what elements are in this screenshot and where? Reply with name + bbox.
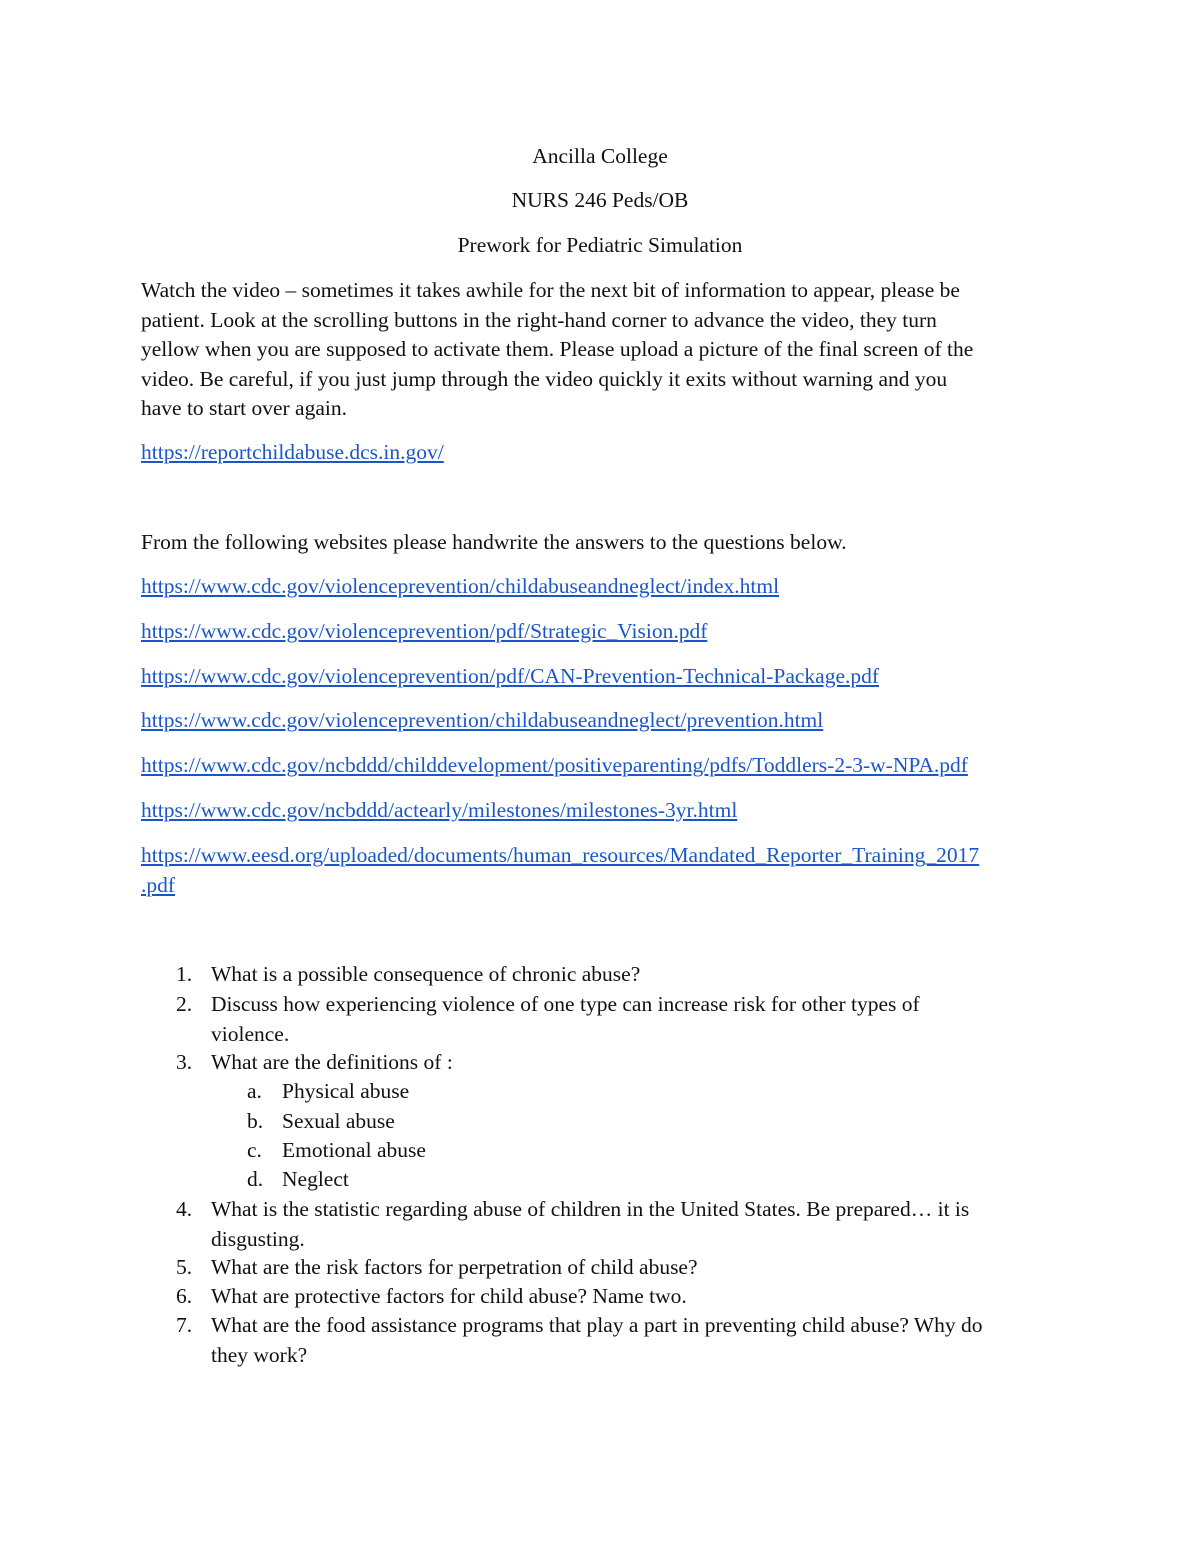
intro-paragraph	[141, 276, 1071, 424]
definition-text: Emotional abuse	[282, 1138, 426, 1162]
question-text: What are the definitions of :	[211, 1050, 453, 1074]
resource-link-line	[141, 617, 1071, 647]
question-text	[211, 990, 1071, 1049]
course-title: NURS 246 Peds/OB	[511, 188, 689, 212]
video-link[interactable]: https://reportchildabuse.dcs.in.gov/	[141, 440, 444, 464]
resource-link-line	[141, 796, 1071, 826]
resource-link-continuation[interactable]: .pdf	[141, 872, 176, 897]
question-text-line: What is the statistic regarding abuse of children in the United States. Be prepared… it is	[211, 1197, 970, 1221]
question-number: 6.	[176, 1284, 193, 1308]
definition-letter: a.	[247, 1079, 262, 1103]
question-text: What are the risk factors for perpetration of child abuse?	[211, 1255, 698, 1279]
intro-line: have to start over again.	[141, 396, 347, 420]
question-text-line: disgusting.	[211, 1226, 305, 1251]
question-number: 5.	[176, 1255, 193, 1279]
definition-text: Sexual abuse	[282, 1109, 395, 1133]
resource-link[interactable]: https://www.cdc.gov/ncbddd/childdevelopment/positiveparenting/pdfs/Toddlers-2-3-w-NPA.pdf	[141, 753, 968, 777]
question-text	[211, 1195, 1071, 1254]
resource-link[interactable]: https://www.cdc.gov/violenceprevention/childabuseandneglect/index.html	[141, 574, 780, 598]
definition-text: Physical abuse	[282, 1079, 410, 1103]
question-text: What are protective factors for child abuse? Name two.	[211, 1284, 687, 1308]
question-text	[211, 1311, 1071, 1370]
resource-link[interactable]: https://www.cdc.gov/violenceprevention/pdf/Strategic_Vision.pdf	[141, 619, 708, 643]
resource-link-line	[141, 706, 1071, 736]
resource-link-line	[141, 572, 1071, 602]
websites-intro: From the following websites please handwrite the answers to the questions below.	[141, 530, 847, 554]
question-text-line: violence.	[211, 1021, 290, 1046]
intro-line: Watch the video – sometimes it takes awhile for the next bit of information to appear, please be	[141, 278, 960, 302]
resource-link[interactable]: https://www.eesd.org/uploaded/documents/human_resources/Mandated_Reporter_Training_2017	[141, 843, 980, 867]
question-number: 1.	[176, 962, 193, 986]
resource-link[interactable]: https://www.cdc.gov/violenceprevention/pdf/CAN-Prevention-Technical-Package.pdf	[141, 664, 880, 688]
definition-letter: c.	[247, 1138, 262, 1162]
question-number: 3.	[176, 1050, 193, 1074]
resource-link[interactable]: https://www.cdc.gov/violenceprevention/childabuseandneglect/prevention.html	[141, 708, 824, 732]
resource-link-line	[141, 751, 1071, 781]
resource-link-block	[141, 841, 1071, 900]
school-name: Ancilla College	[532, 144, 668, 168]
question-number: 7.	[176, 1313, 193, 1337]
resource-link-line	[141, 662, 1071, 692]
question-text-line: What are the food assistance programs that play a part in preventing child abuse? Why do	[211, 1313, 983, 1337]
intro-line: patient. Look at the scrolling buttons in the right-hand corner to advance the video, they turn	[141, 307, 937, 332]
definition-letter: d.	[247, 1167, 264, 1191]
question-text: What is a possible consequence of chronic abuse?	[211, 962, 641, 986]
video-link-line	[141, 438, 1071, 468]
definition-text: Neglect	[282, 1167, 349, 1191]
question-number: 4.	[176, 1197, 193, 1221]
document-title: Prework for Pediatric Simulation	[457, 233, 743, 257]
intro-line: yellow when you are supposed to activate them. Please upload a picture of the final screen of the	[141, 337, 974, 361]
question-text-line: they work?	[211, 1342, 308, 1367]
question-text-line: Discuss how experiencing violence of one type can increase risk for other types of	[211, 992, 920, 1016]
definition-letter: b.	[247, 1109, 264, 1133]
intro-line: video. Be careful, if you just jump through the video quickly it exits without warning and you	[141, 366, 948, 391]
resource-link[interactable]: https://www.cdc.gov/ncbddd/actearly/milestones/milestones-3yr.html	[141, 798, 738, 822]
question-number: 2.	[176, 992, 193, 1016]
